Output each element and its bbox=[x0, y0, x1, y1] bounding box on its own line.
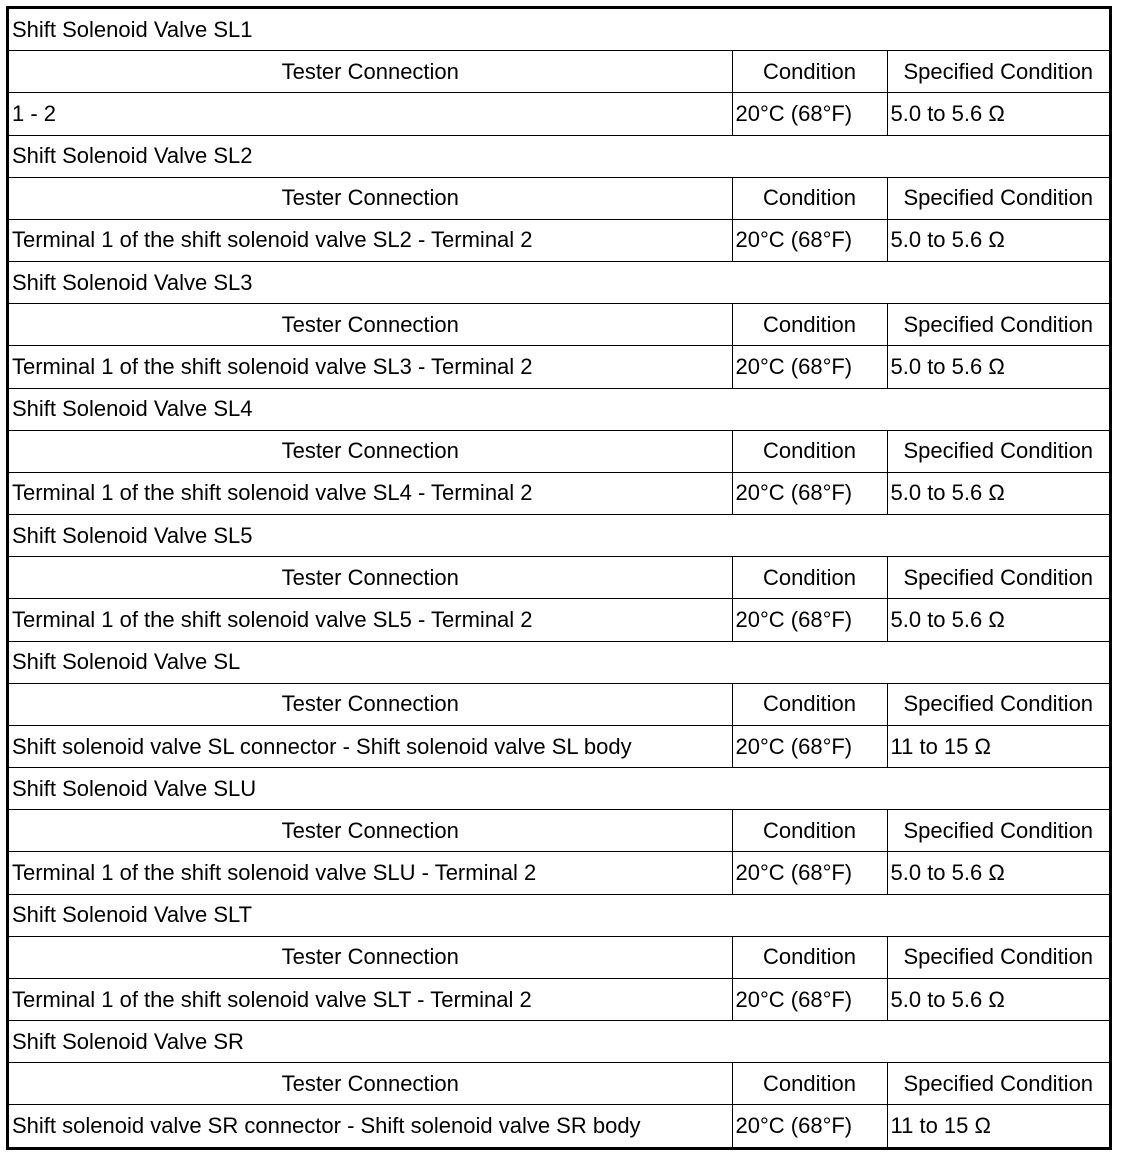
column-header-row bbox=[9, 177, 1109, 219]
header-specified-condition: Specified Condition bbox=[887, 177, 1109, 219]
header-specified-condition: Specified Condition bbox=[887, 810, 1109, 852]
column-header-row bbox=[9, 936, 1109, 978]
table-row bbox=[9, 93, 1109, 135]
section-title-row bbox=[9, 9, 1109, 51]
header-specified-condition: Specified Condition bbox=[887, 683, 1109, 725]
column-header-row bbox=[9, 304, 1109, 346]
cell-tester-connection: Terminal 1 of the shift solenoid valve SL2 - Terminal 2 bbox=[9, 219, 732, 261]
section-title: Shift Solenoid Valve SL3 bbox=[9, 262, 1109, 304]
header-condition: Condition bbox=[732, 810, 887, 852]
header-tester-connection: Tester Connection bbox=[9, 1063, 732, 1105]
header-tester-connection: Tester Connection bbox=[9, 936, 732, 978]
table-row bbox=[9, 472, 1109, 514]
cell-condition: 20°C (68°F) bbox=[732, 978, 887, 1020]
section-title-row bbox=[9, 515, 1109, 557]
section-title: Shift Solenoid Valve SL4 bbox=[9, 388, 1109, 430]
cell-specified-condition: 5.0 to 5.6 Ω bbox=[887, 852, 1109, 894]
section-title: Shift Solenoid Valve SLU bbox=[9, 768, 1109, 810]
header-specified-condition: Specified Condition bbox=[887, 51, 1109, 93]
header-tester-connection: Tester Connection bbox=[9, 51, 732, 93]
cell-specified-condition: 5.0 to 5.6 Ω bbox=[887, 978, 1109, 1020]
cell-specified-condition: 5.0 to 5.6 Ω bbox=[887, 346, 1109, 388]
header-tester-connection: Tester Connection bbox=[9, 304, 732, 346]
header-specified-condition: Specified Condition bbox=[887, 936, 1109, 978]
section-title: Shift Solenoid Valve SR bbox=[9, 1021, 1109, 1063]
cell-tester-connection: Terminal 1 of the shift solenoid valve SL5 - Terminal 2 bbox=[9, 599, 732, 641]
section-title: Shift Solenoid Valve SLT bbox=[9, 894, 1109, 936]
header-condition: Condition bbox=[732, 1063, 887, 1105]
cell-specified-condition: 5.0 to 5.6 Ω bbox=[887, 93, 1109, 135]
column-header-row bbox=[9, 1063, 1109, 1105]
header-condition: Condition bbox=[732, 304, 887, 346]
cell-condition: 20°C (68°F) bbox=[732, 725, 887, 767]
cell-specified-condition: 11 to 15 Ω bbox=[887, 1105, 1109, 1147]
section-title: Shift Solenoid Valve SL1 bbox=[9, 9, 1109, 51]
header-condition: Condition bbox=[732, 683, 887, 725]
cell-condition: 20°C (68°F) bbox=[732, 852, 887, 894]
header-tester-connection: Tester Connection bbox=[9, 430, 732, 472]
cell-condition: 20°C (68°F) bbox=[732, 346, 887, 388]
column-header-row bbox=[9, 810, 1109, 852]
cell-specified-condition: 5.0 to 5.6 Ω bbox=[887, 219, 1109, 261]
section-title-row bbox=[9, 388, 1109, 430]
cell-specified-condition: 5.0 to 5.6 Ω bbox=[887, 599, 1109, 641]
section-title-row bbox=[9, 894, 1109, 936]
cell-tester-connection: Terminal 1 of the shift solenoid valve SLT - Terminal 2 bbox=[9, 978, 732, 1020]
cell-condition: 20°C (68°F) bbox=[732, 93, 887, 135]
section-title-row bbox=[9, 1021, 1109, 1063]
header-tester-connection: Tester Connection bbox=[9, 177, 732, 219]
header-condition: Condition bbox=[732, 936, 887, 978]
cell-tester-connection: 1 - 2 bbox=[9, 93, 732, 135]
section-title-row bbox=[9, 641, 1109, 683]
header-specified-condition: Specified Condition bbox=[887, 1063, 1109, 1105]
header-specified-condition: Specified Condition bbox=[887, 304, 1109, 346]
header-condition: Condition bbox=[732, 430, 887, 472]
cell-condition: 20°C (68°F) bbox=[732, 599, 887, 641]
table-row bbox=[9, 978, 1109, 1020]
column-header-row bbox=[9, 683, 1109, 725]
header-condition: Condition bbox=[732, 557, 887, 599]
cell-condition: 20°C (68°F) bbox=[732, 219, 887, 261]
header-tester-connection: Tester Connection bbox=[9, 810, 732, 852]
header-condition: Condition bbox=[732, 51, 887, 93]
table-row bbox=[9, 346, 1109, 388]
header-condition: Condition bbox=[732, 177, 887, 219]
table-row bbox=[9, 219, 1109, 261]
section-title-row bbox=[9, 135, 1109, 177]
cell-tester-connection: Shift solenoid valve SL connector - Shift solenoid valve SL body bbox=[9, 725, 732, 767]
spec-table-body bbox=[9, 9, 1109, 1147]
solenoid-spec-table bbox=[9, 9, 1109, 1147]
table-row bbox=[9, 1105, 1109, 1147]
cell-condition: 20°C (68°F) bbox=[732, 1105, 887, 1147]
section-title: Shift Solenoid Valve SL5 bbox=[9, 515, 1109, 557]
table-row bbox=[9, 599, 1109, 641]
column-header-row bbox=[9, 557, 1109, 599]
spec-sheet bbox=[6, 6, 1112, 1150]
header-specified-condition: Specified Condition bbox=[887, 557, 1109, 599]
cell-tester-connection: Terminal 1 of the shift solenoid valve SL4 - Terminal 2 bbox=[9, 472, 732, 514]
section-title-row bbox=[9, 262, 1109, 304]
section-title: Shift Solenoid Valve SL bbox=[9, 641, 1109, 683]
cell-tester-connection: Shift solenoid valve SR connector - Shift solenoid valve SR body bbox=[9, 1105, 732, 1147]
table-row bbox=[9, 725, 1109, 767]
column-header-row bbox=[9, 430, 1109, 472]
cell-condition: 20°C (68°F) bbox=[732, 472, 887, 514]
header-specified-condition: Specified Condition bbox=[887, 430, 1109, 472]
header-tester-connection: Tester Connection bbox=[9, 683, 732, 725]
section-title: Shift Solenoid Valve SL2 bbox=[9, 135, 1109, 177]
column-header-row bbox=[9, 51, 1109, 93]
header-tester-connection: Tester Connection bbox=[9, 557, 732, 599]
cell-specified-condition: 5.0 to 5.6 Ω bbox=[887, 472, 1109, 514]
cell-tester-connection: Terminal 1 of the shift solenoid valve SLU - Terminal 2 bbox=[9, 852, 732, 894]
section-title-row bbox=[9, 768, 1109, 810]
cell-tester-connection: Terminal 1 of the shift solenoid valve SL3 - Terminal 2 bbox=[9, 346, 732, 388]
cell-specified-condition: 11 to 15 Ω bbox=[887, 725, 1109, 767]
table-row bbox=[9, 852, 1109, 894]
